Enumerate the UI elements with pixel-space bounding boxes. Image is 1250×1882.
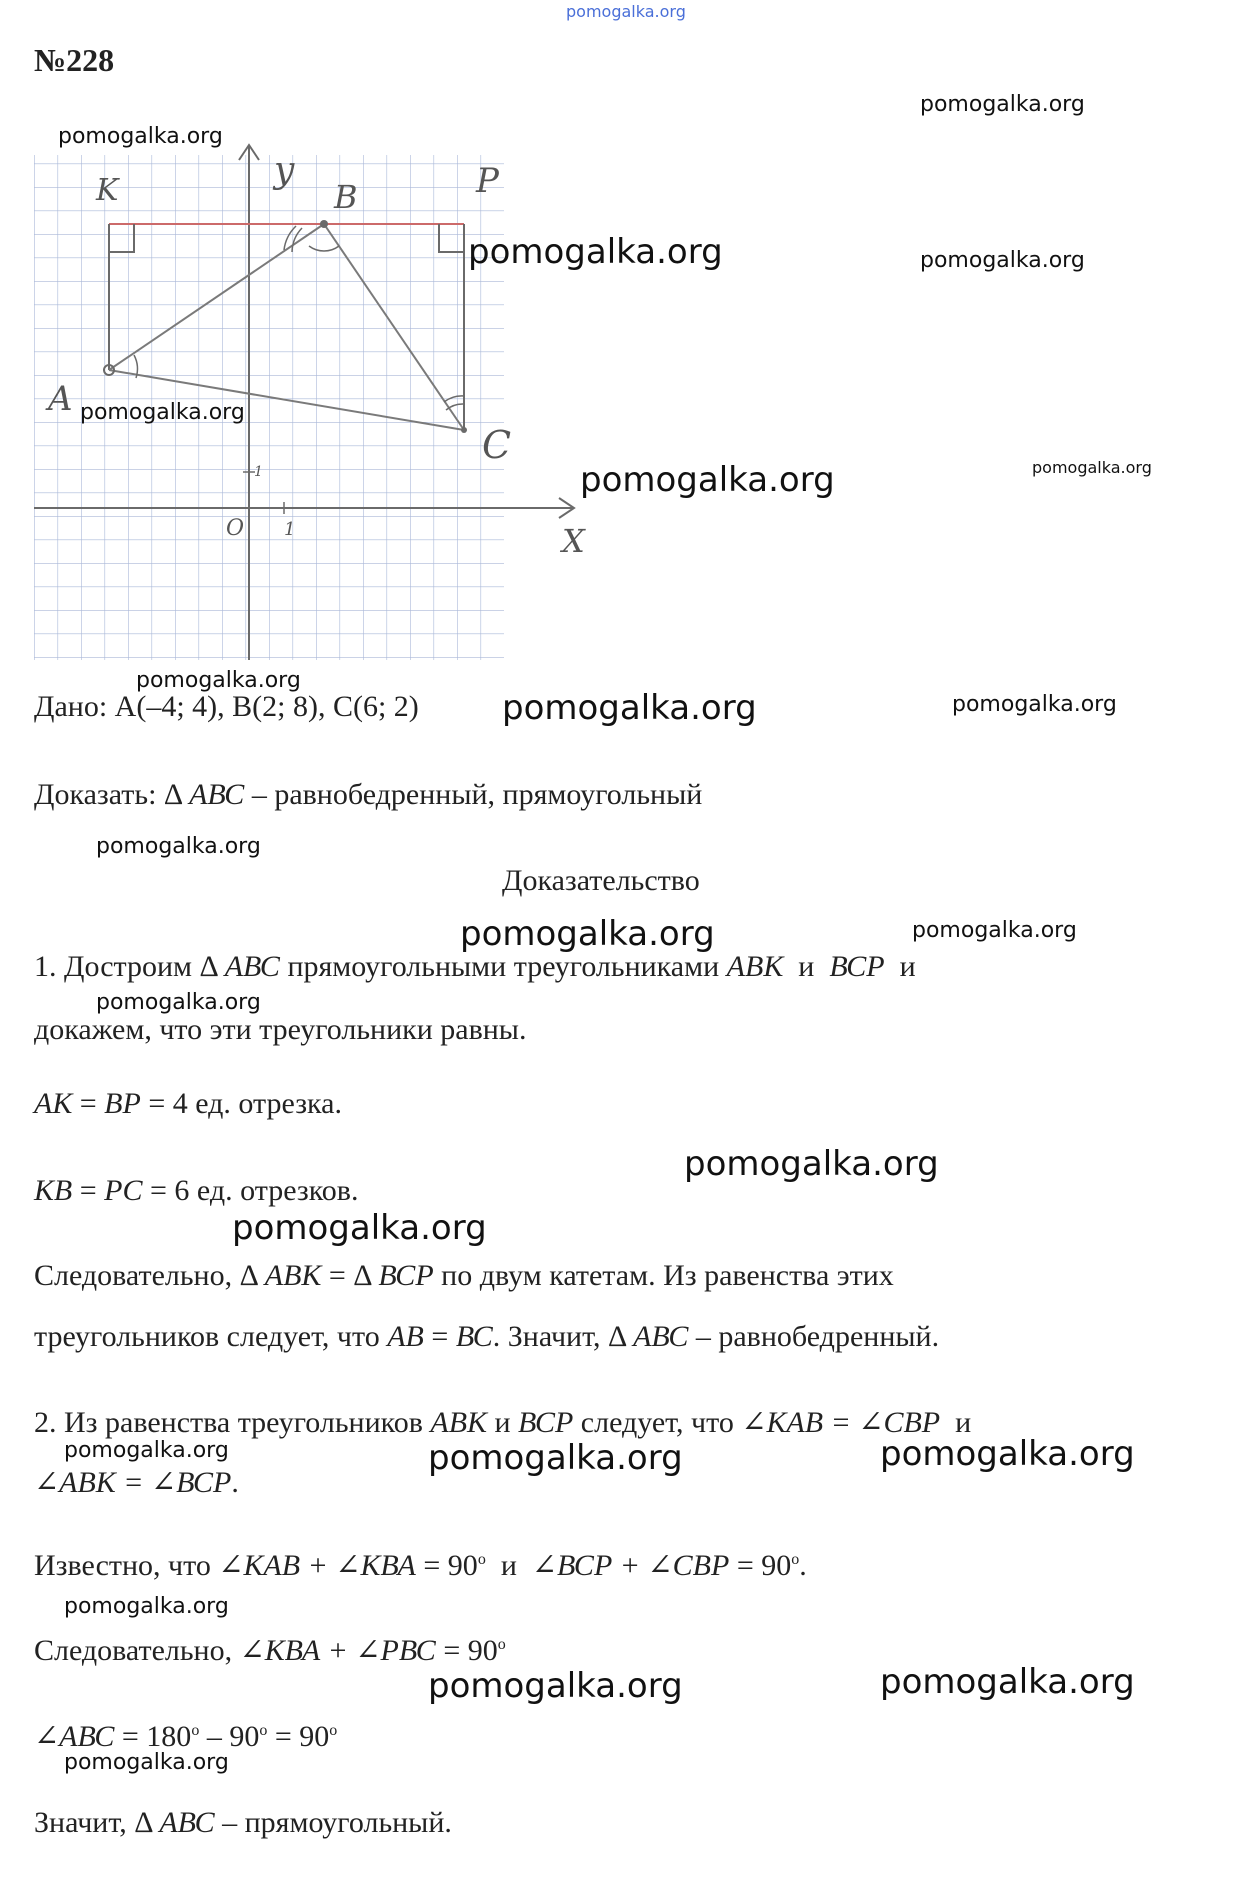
s2-l2-end: . — [231, 1466, 239, 1499]
degree-5: о — [259, 1722, 268, 1739]
abc-expr: ∠АВС — [34, 1720, 115, 1753]
watermark: pomogalka.org — [58, 124, 223, 149]
conclusion1-line2 — [34, 1322, 939, 1352]
problem-number: №228 — [34, 42, 115, 78]
step2-line1 — [34, 1408, 971, 1438]
watermark: pomogalka.org — [460, 914, 715, 954]
label-a: A — [48, 379, 73, 419]
watermark: pomogalka.org — [468, 232, 723, 272]
point-b — [320, 220, 328, 228]
label-p: P — [476, 161, 499, 201]
watermark: pomogalka.org — [880, 1662, 1135, 1702]
abc-a: = 180 — [114, 1720, 192, 1753]
s1-l1-b: прямоугольными треугольниками — [279, 950, 727, 983]
label-c: C — [482, 423, 512, 467]
c2-c: – равнобедренный. — [688, 1320, 940, 1353]
watermark: pomogalka.org — [64, 1594, 229, 1619]
step1-line1 — [34, 952, 916, 982]
prove-abc: АВС — [189, 778, 245, 811]
c2-b: . Значит, Δ — [492, 1320, 634, 1353]
s1-l1-abc: АВС — [224, 950, 280, 983]
s2-l2-eq: = — [115, 1466, 151, 1499]
watermark: pomogalka.org — [580, 460, 835, 500]
known-and: и — [485, 1549, 532, 1582]
c2-bc: ВС — [455, 1320, 493, 1353]
prove-prefix: Доказать: Δ — [34, 778, 190, 811]
label-b: B — [334, 178, 358, 216]
consequence-line — [34, 1636, 506, 1666]
watermark: pomogalka.org — [920, 92, 1085, 117]
known-expr2: ∠ВСР + ∠СВР — [531, 1549, 730, 1582]
eq2-eq: = — [72, 1174, 105, 1207]
c1-b: = Δ — [321, 1259, 379, 1292]
c2-ab: АВ — [387, 1320, 424, 1353]
prove-line — [34, 780, 702, 810]
eq1-tail: = 4 ед. отрезка. — [140, 1087, 342, 1120]
c1-bcp: ВСР — [378, 1259, 434, 1292]
watermark: pomogalka.org — [912, 918, 1077, 943]
c1-a: Следовательно, Δ — [34, 1259, 265, 1292]
eq2-tail: = 6 ед. отрезков. — [142, 1174, 359, 1207]
eq-kb-pc — [34, 1176, 358, 1206]
watermark: pomogalka.org — [502, 688, 757, 728]
conseq-val: = 90 — [435, 1634, 498, 1667]
s2-l1-end: и — [940, 1406, 972, 1439]
degree-1: о — [477, 1551, 486, 1568]
watermark: pomogalka.org — [64, 1750, 229, 1775]
abc-c: = 90 — [267, 1720, 330, 1753]
final-line — [34, 1808, 452, 1838]
watermark: pomogalka.org — [96, 990, 261, 1015]
label-x: X — [562, 522, 585, 560]
known-a: Известно, что — [34, 1549, 219, 1582]
degree-4: о — [191, 1722, 200, 1739]
s2-l1-a: 2. Из равенства треугольников — [34, 1406, 431, 1439]
site-watermark-top: pomogalka.org — [566, 2, 686, 21]
s2-l1-eq: = — [823, 1406, 859, 1439]
degree-3: о — [497, 1636, 506, 1653]
label-y: y — [274, 150, 295, 191]
s2-l2-ang2: ∠ВСР — [150, 1466, 232, 1499]
abc-angle-line — [34, 1722, 337, 1752]
eq2-rhs: РС — [104, 1174, 143, 1207]
c2-a: треугольников следует, что — [34, 1320, 388, 1353]
s1-l1-and: и — [783, 950, 830, 983]
prove-suffix: – равнобедренный, прямоугольный — [244, 778, 703, 811]
label-k: K — [96, 173, 119, 208]
watermark: pomogalka.org — [684, 1144, 939, 1184]
abc-b: – 90 — [199, 1720, 260, 1753]
s2-l1-b: следует, что — [573, 1406, 742, 1439]
watermark: pomogalka.org — [64, 1438, 229, 1463]
watermark: pomogalka.org — [920, 248, 1085, 273]
conseq-a: Следовательно, — [34, 1634, 240, 1667]
degree-6: о — [329, 1722, 338, 1739]
eq1-rhs: ВР — [104, 1087, 141, 1120]
s1-l1-bcp: ВСР — [829, 950, 885, 983]
eq2-lhs: КВ — [34, 1174, 73, 1207]
s2-l1-bcp: ВСР — [518, 1406, 574, 1439]
s2-l1-ang1: ∠КАВ — [741, 1406, 824, 1439]
watermark: pomogalka.org — [1032, 458, 1152, 477]
c2-eq: = — [423, 1320, 456, 1353]
step2-line2 — [34, 1468, 239, 1498]
label-origin: O — [226, 516, 245, 541]
c1-c: по двум катетам. Из равенства этих — [433, 1259, 894, 1292]
known-val2: = 90 — [729, 1549, 792, 1582]
watermark: pomogalka.org — [428, 1666, 683, 1706]
s2-l1-abk: АВК — [430, 1406, 487, 1439]
c2-abc: АВС — [633, 1320, 689, 1353]
label-tick-y: 1 — [254, 464, 263, 480]
label-tick-x: 1 — [284, 519, 296, 540]
s2-l2-ang1: ∠АВК — [34, 1466, 116, 1499]
final-abc: АВС — [159, 1806, 215, 1839]
watermark: pomogalka.org — [428, 1438, 683, 1478]
eq1-eq: = — [72, 1087, 105, 1120]
watermark: pomogalka.org — [136, 668, 301, 693]
s1-l1-a: 1. Достроим Δ — [34, 950, 225, 983]
watermark: pomogalka.org — [80, 400, 245, 425]
eq1-lhs: АК — [34, 1087, 73, 1120]
conseq-expr: ∠КВА + ∠РВС — [239, 1634, 436, 1667]
s1-l1-abk: АВК — [726, 950, 784, 983]
point-c — [461, 427, 467, 433]
degree-2: о — [791, 1551, 800, 1568]
step1-line2: докажем, что эти треугольники равны. — [34, 1013, 527, 1046]
known-expr1: ∠КАВ + ∠КВА — [218, 1549, 416, 1582]
given-line: Дано: А(–4; 4), В(2; 8), С(6; 2) — [34, 690, 419, 723]
final-b: – прямоугольный. — [214, 1806, 452, 1839]
eq-ak-bp — [34, 1089, 342, 1119]
known-end: . — [799, 1549, 807, 1582]
watermark: pomogalka.org — [96, 834, 261, 859]
c1-abk: АВК — [264, 1259, 322, 1292]
known-val1: = 90 — [415, 1549, 478, 1582]
watermark: pomogalka.org — [880, 1434, 1135, 1474]
watermark: pomogalka.org — [232, 1208, 487, 1248]
known-line — [34, 1551, 807, 1581]
proof-heading: Доказательство — [502, 864, 700, 897]
watermark: pomogalka.org — [952, 692, 1117, 717]
s1-l1-end: и — [884, 950, 916, 983]
s2-l1-and: и — [486, 1406, 519, 1439]
final-a: Значит, Δ — [34, 1806, 160, 1839]
s2-l1-ang2: ∠СВР — [858, 1406, 941, 1439]
conclusion1-line1 — [34, 1261, 894, 1291]
